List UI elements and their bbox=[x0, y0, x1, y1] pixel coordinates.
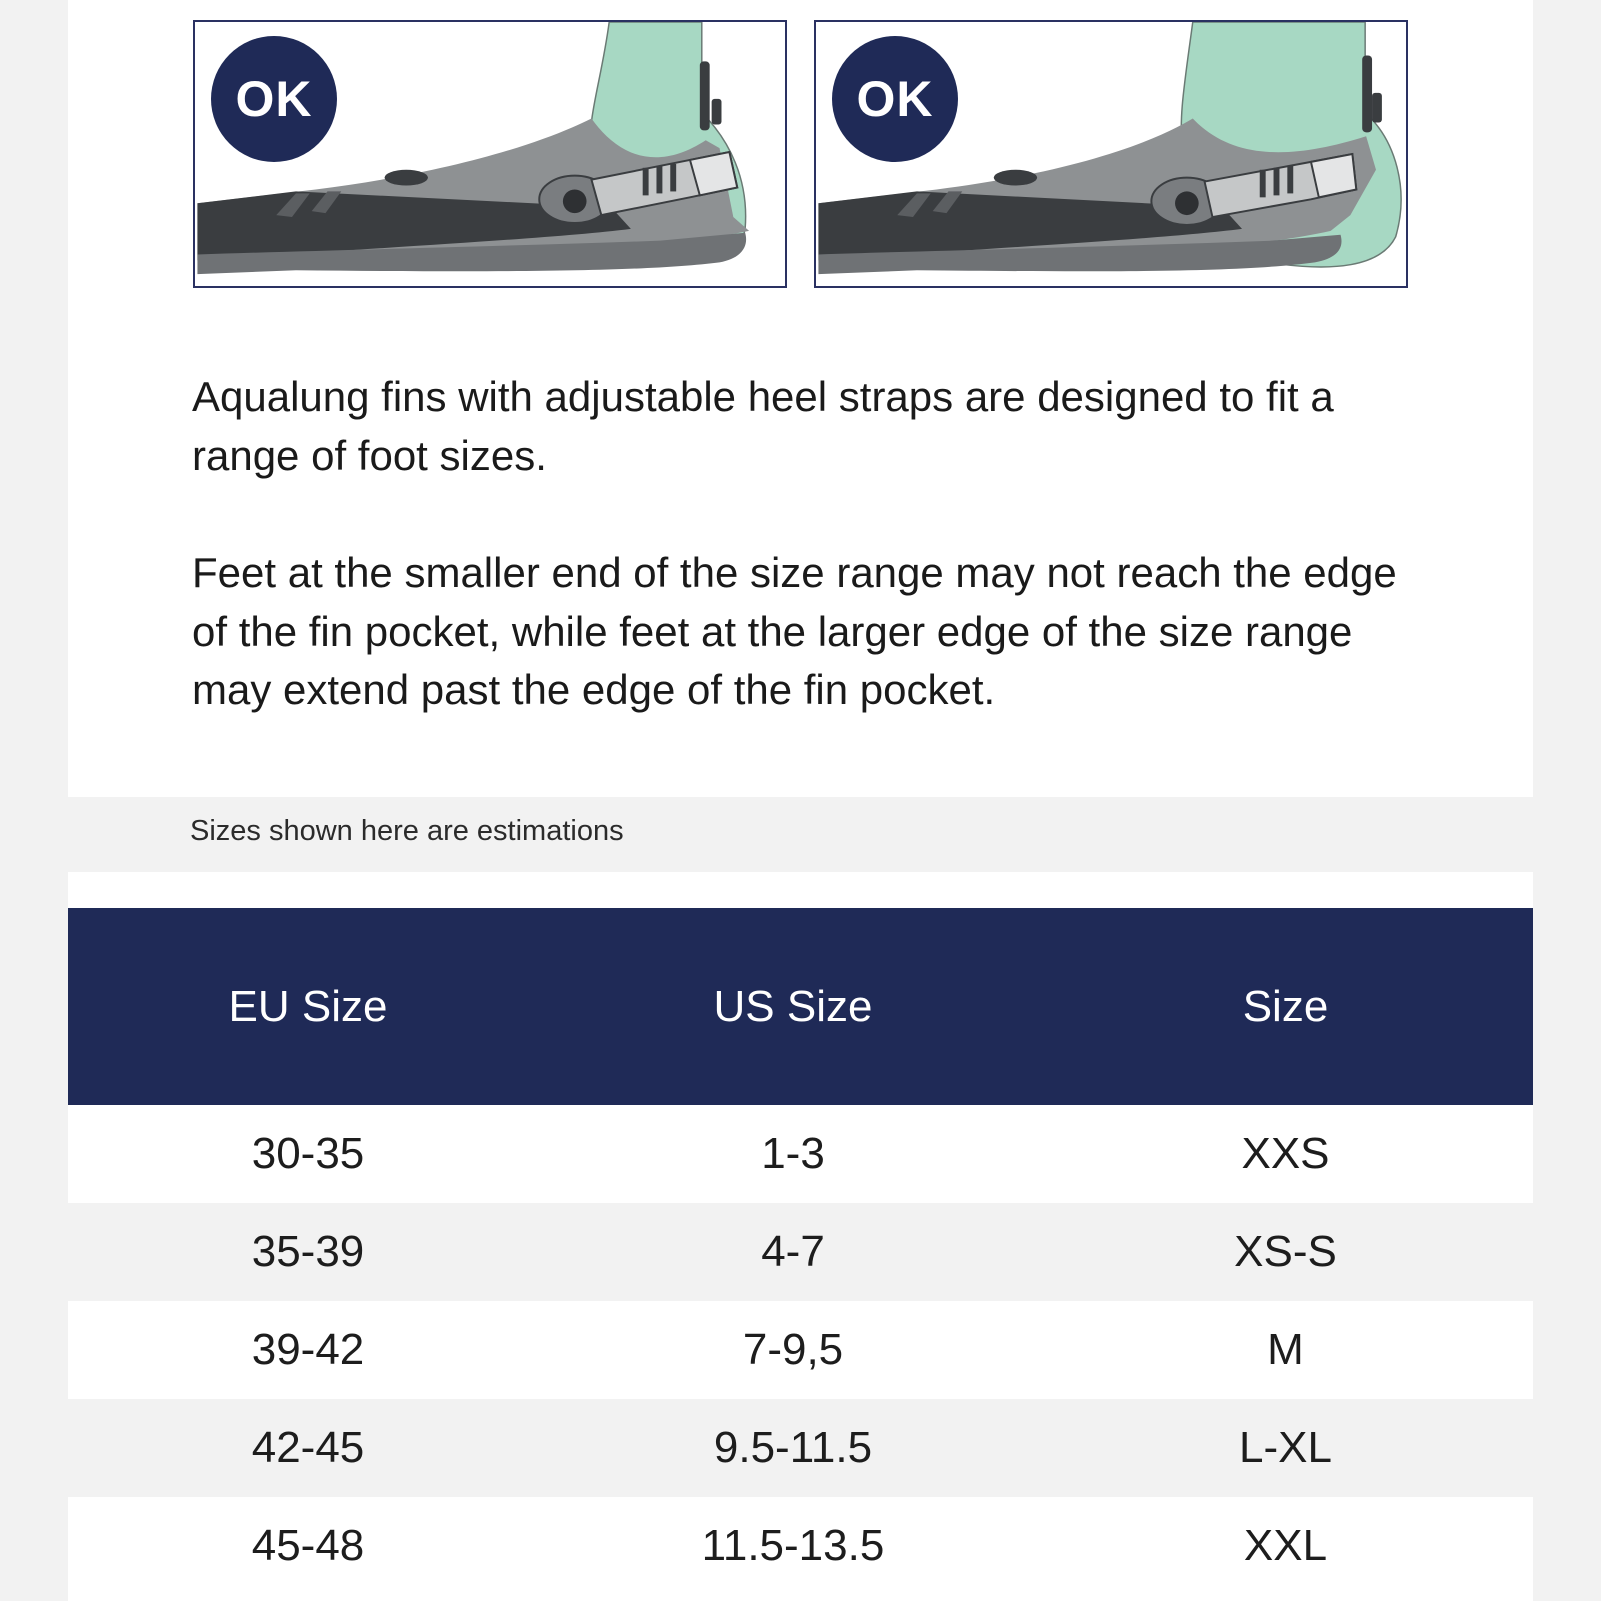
table-row bbox=[68, 1301, 1533, 1399]
table-row bbox=[68, 1497, 1533, 1595]
size-cell: XXS bbox=[1241, 1129, 1330, 1178]
fin-fit-illustration-small-foot bbox=[193, 20, 787, 288]
us-size-cell: 1-3 bbox=[761, 1129, 825, 1178]
size-cell: M bbox=[1267, 1325, 1304, 1374]
size-table-header bbox=[68, 908, 1533, 1105]
us-size-cell: 11.5-13.5 bbox=[701, 1521, 885, 1570]
table-row bbox=[68, 1203, 1533, 1301]
table-row bbox=[68, 1399, 1533, 1497]
size-cell: XS-S bbox=[1234, 1227, 1337, 1276]
size-cell: L-XL bbox=[1239, 1423, 1332, 1472]
fin-fit-illustration-large-foot bbox=[814, 20, 1408, 288]
eu-size-cell: 35-39 bbox=[251, 1227, 365, 1276]
table-row bbox=[68, 1105, 1533, 1203]
us-size-cell: 9.5-11.5 bbox=[713, 1423, 873, 1472]
fit-description-paragraph: Aqualung fins with adjustable heel straps are designed to fit a range of foot sizes. bbox=[192, 373, 1334, 479]
us-size-cell: 7-9,5 bbox=[742, 1325, 844, 1374]
eu-size-cell: 30-35 bbox=[251, 1129, 365, 1178]
eu-size-cell: 42-45 bbox=[251, 1423, 365, 1472]
ok-badge: OK bbox=[211, 36, 337, 162]
fit-detail-paragraph: Feet at the smaller end of the size range may not reach the edge of the fin pocket, while feet at the larger edge of the size range may extend past the edge of the fin pocket. bbox=[192, 549, 1397, 713]
us-size-cell: 4-7 bbox=[761, 1227, 825, 1276]
eu-size-cell: 45-48 bbox=[251, 1521, 365, 1570]
header-us-size: US Size bbox=[713, 982, 873, 1031]
estimation-note: Sizes shown here are estimations bbox=[190, 815, 624, 847]
header-size: Size bbox=[1242, 982, 1329, 1031]
ok-badge: OK bbox=[832, 36, 958, 162]
header-eu-size: EU Size bbox=[228, 982, 388, 1031]
size-cell: XXL bbox=[1243, 1521, 1328, 1570]
eu-size-cell: 39-42 bbox=[251, 1325, 365, 1374]
